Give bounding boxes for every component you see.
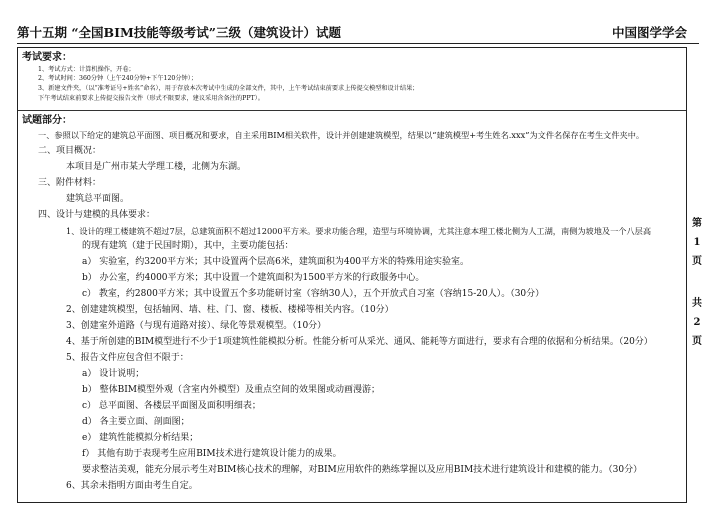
- question-line: a） 实验室，约3200平方米；其中设置两个层高6米，建筑面积为400平方米的特殊用途实验室。: [82, 257, 470, 267]
- question-line: b） 整体BIM模型外观（含室内外模型）及重点空间的效果图或动画漫游；: [82, 385, 381, 395]
- header-rule: [17, 43, 699, 44]
- exam-title: 第十五期 “全国BIM技能等级考试”三级（建筑设计）试题: [17, 25, 341, 40]
- question-line: 三、附件材料：: [38, 178, 102, 188]
- page-marker-char: 第: [692, 218, 702, 229]
- organization-name: 中国图学学会: [611, 25, 687, 40]
- question-line: 要求整洁美观，能充分展示考生对BIM核心技术的理解，对BIM应用软件的熟练掌握以及应用BIM技术进行建筑设计和建模的能力。（30分）: [82, 465, 643, 475]
- question-line: d） 各主要立面、剖面图；: [82, 417, 190, 427]
- section-divider: [18, 110, 686, 111]
- question-line: 本项目是广州市某大学理工楼，北侧为东湖。: [66, 162, 247, 172]
- question-line: c） 总平面图、各楼层平面图及面积明细表；: [82, 401, 261, 411]
- question-line: b） 办公室，约4000平方米；其中设置一个建筑面积为1500平方米的行政服务中心。: [82, 273, 425, 283]
- question-line: 四、设计与建模的具体要求：: [38, 210, 156, 220]
- question-line: e） 建筑性能模拟分析结果；: [82, 433, 199, 443]
- page-marker-char: 页: [692, 336, 702, 347]
- question-line: c） 教室，约2800平方米；其中设置五个多功能研讨室（容纳30人），五个开放式自习室（容纳15-20人）。（30分）: [82, 289, 545, 299]
- question-line: 一、参照以下给定的建筑总平面图、项目概况和要求，自主采用BIM相关软件，设计并创建建筑模型，结果以“建筑模型+考生姓名.xxx”为文件名保存在考生文件夹中。: [38, 130, 645, 140]
- question-line: a） 设计说明；: [82, 369, 145, 379]
- content-frame: [17, 47, 687, 503]
- requirements-heading: 考试要求：: [22, 52, 72, 63]
- page-marker-char: 共: [692, 298, 702, 309]
- question-line: 二、项目概况：: [38, 146, 102, 156]
- page-marker-total: [690, 294, 704, 351]
- question-line: f） 其他有助于表现考生应用BIM技术进行建筑设计能力的成果。: [82, 449, 342, 459]
- question-line: 2、创建建筑模型，包括轴网、墙、柱、门、窗、楼板、楼梯等相关内容。（10分）: [66, 305, 394, 315]
- document-header: [17, 23, 701, 41]
- requirement-line: 3、新建文件夹，（以“准考证号+姓名”命名），用于存放本次考试中生成的全部文件，其中，上午考试结束前要求上传提交模型和设计结果；: [38, 85, 419, 92]
- question-line: 建筑总平面图。: [66, 194, 130, 204]
- question-line: 3、创建室外道路（与现有道路对接）、绿化等景观模型。（10分）: [66, 321, 327, 331]
- requirement-line: 1、考试方式：计算机操作，开卷；: [38, 66, 135, 73]
- question-line: 6、其余未指明方面由考生自定。: [66, 481, 198, 491]
- question-line: 5、报告文件应包含但不限于：: [66, 353, 189, 363]
- page-marker-char: 页: [692, 256, 702, 267]
- questions-heading: 试题部分：: [22, 115, 72, 126]
- question-line: 4、基于所创建的BIM模型进行不少于1项建筑性能模拟分析。性能分析可从采光、通风、能耗等方面进行，要求有合理的依据和分析结果。（20分）: [66, 337, 653, 347]
- question-line: 的现有建筑（建于民国时期），其中，主要功能包括：: [82, 241, 294, 251]
- requirement-line: 2、考试时间：360分钟（上午240分钟+下午120分钟）；: [38, 75, 198, 82]
- requirement-line: 下午考试结束前要求上传提交报告文件（形式不限要求，建议采用含备注的PPT）。: [38, 95, 264, 102]
- page-marker-number: 2: [693, 317, 701, 328]
- page-marker-number: 1: [693, 237, 701, 248]
- question-line: 1、设计的理工楼建筑不超过7层，总建筑面积不超过12000平方米。要求功能合理，造型与环境协调，尤其注意本理工楼北侧为人工湖，南侧为坡地及一个八层高: [66, 226, 652, 236]
- page-marker-current: [690, 214, 704, 271]
